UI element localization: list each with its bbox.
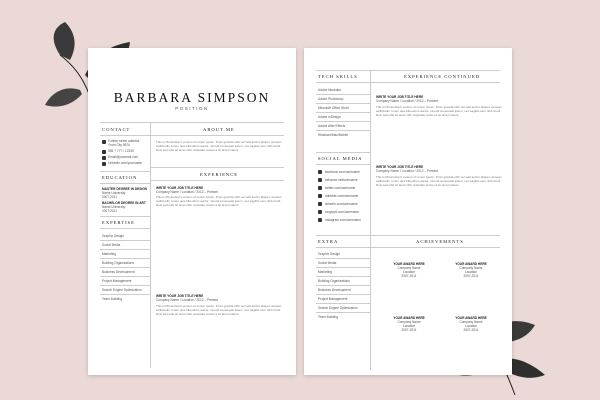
- divider: [100, 228, 150, 229]
- divider: [316, 130, 370, 131]
- award-company: Company Name: [459, 320, 483, 324]
- divider: [316, 164, 370, 165]
- resume-page-1: [88, 48, 296, 375]
- tech-skill: Adobe After Effects: [318, 124, 346, 128]
- job-title: WRITE YOUR JOB TITLE HERE: [376, 95, 424, 99]
- education-degree: BACHELOR DEGREE IN ART: [102, 201, 146, 205]
- column-divider: [150, 122, 151, 368]
- divider: [316, 247, 500, 248]
- phone-icon: [102, 150, 106, 154]
- facebook-icon: [318, 170, 322, 174]
- expertise-item: Search Engine Optimization: [102, 288, 142, 292]
- resume-page-2: [304, 48, 512, 375]
- expertise-item: Team Building: [102, 297, 123, 301]
- social-media-heading: SOCIAL MEDIA: [318, 156, 363, 161]
- dribbble-icon: [318, 194, 322, 198]
- extra-item: Search Engine Optimization: [318, 306, 358, 310]
- divider: [316, 235, 500, 236]
- contact-email: Email@yourmail.com: [108, 155, 139, 159]
- instagram-icon: [318, 218, 322, 222]
- job-title: WRITE YOUR JOB TITLE HERE: [376, 165, 424, 169]
- location-icon: [102, 140, 106, 144]
- tech-skill: Adobe Photoshop: [318, 97, 344, 101]
- extra-heading: EXTRA: [318, 239, 339, 244]
- award-company: Company Name: [459, 266, 483, 270]
- expertise-item: Marketing: [102, 252, 116, 256]
- education-years: 2007-2011: [102, 195, 118, 199]
- award-title: YOUR AWARD HERE: [393, 316, 425, 320]
- extra-item: Project Management: [318, 297, 348, 301]
- award-location: Location: [402, 270, 416, 274]
- divider: [100, 122, 284, 123]
- experience-continued-heading: EXPERIENCE CONTINUED: [404, 74, 481, 79]
- divider: [100, 276, 150, 277]
- divider: [316, 294, 370, 295]
- social-link: dribbble.com/username: [325, 194, 359, 198]
- expertise-item: Building Organizations: [102, 261, 134, 265]
- about-text: This is Photoshop's version of Lorem Ipsum. Proin gravida nibh vel velit auctor aliquet. Aenean sollicitudin, lorem quis bibendum auctor, nisi elit consequat ipsum, nec sagittis sem nibh id elit. Duis sed odio sit amet nibh vulputate cursus a sit amet mauris.: [156, 140, 282, 153]
- job-company: Company Name / Location / 2012 – Present: [156, 298, 219, 302]
- divider: [316, 312, 370, 313]
- divider: [100, 240, 150, 241]
- extra-item: Team Building: [318, 315, 339, 319]
- expertise-heading: EXPERTISE: [102, 220, 135, 225]
- divider: [316, 94, 370, 95]
- expertise-item: Business Development: [102, 270, 135, 274]
- social-link: facebook.com/username: [325, 170, 360, 174]
- divider: [316, 267, 370, 268]
- award-title: YOUR AWARD HERE: [393, 262, 425, 266]
- about-heading: ABOUT ME: [203, 127, 235, 132]
- twitter-icon: [318, 186, 322, 190]
- award-title: YOUR AWARD HERE: [455, 316, 487, 320]
- social-link: blogspot.com/username: [325, 210, 360, 214]
- job-company: Company Name / Location / 2012 – Present: [156, 190, 219, 194]
- social-link: instagram.com/username: [325, 218, 361, 222]
- social-link: linkedin.com/username: [325, 202, 358, 206]
- job-company: Company Name / Location / 2012 – Present: [376, 169, 439, 173]
- award-years: 2007-2011: [401, 328, 417, 332]
- expertise-item: Graphic Design: [102, 234, 124, 238]
- contact-address: Further street address: [108, 139, 140, 143]
- education-heading: EDUCATION: [102, 175, 138, 180]
- job-description: This is Photoshop's version of Lorem Ipsum. Proin gravida nibh vel velit auctor aliquet. Aenean sollicitudin, lorem quis bibendum auctor, nisi elit consequat ipsum, nec sagittis sem nibh id elit. Duis sed odio sit amet nibh vulputate cursus a sit amet mauris.: [156, 304, 282, 317]
- extra-item: Social Media: [318, 261, 337, 265]
- tech-skill: Adobe Illustrator: [318, 88, 342, 92]
- award-location: Location: [464, 324, 478, 328]
- linkedin-icon: [318, 202, 322, 206]
- divider: [316, 285, 370, 286]
- divider: [150, 180, 284, 181]
- divider: [316, 121, 370, 122]
- job-title: WRITE YOUR JOB TITLE HERE: [156, 186, 204, 190]
- extra-item: Business Development: [318, 288, 351, 292]
- education-school: Name University: [102, 191, 126, 195]
- divider: [100, 267, 150, 268]
- divider: [100, 294, 150, 295]
- divider: [100, 171, 150, 172]
- divider: [316, 112, 370, 113]
- tech-skill: Windows/Mac/Mobile: [318, 133, 349, 137]
- divider: [100, 258, 150, 259]
- tech-skill: Adobe InDesign: [318, 115, 341, 119]
- divider: [316, 103, 370, 104]
- award-title: YOUR AWARD HERE: [455, 262, 487, 266]
- tech-skill: Microsoft Office Word: [318, 106, 349, 110]
- social-link: behance.net/username: [325, 178, 358, 182]
- divider: [316, 152, 370, 153]
- education-years: 2007-2011: [102, 209, 118, 213]
- job-description: This is Photoshop's version of Lorem Ipsum. Proin gravida nibh vel velit auctor aliquet. Aenean sollicitudin, lorem quis bibendum auctor, nisi elit consequat ipsum, nec sagittis sem nibh id elit. Duis sed odio sit amet nibh vulputate cursus a sit amet mauris.: [376, 175, 502, 188]
- contact-linkedin: LinkedIn.com/yourname: [108, 161, 143, 165]
- divider: [100, 135, 284, 136]
- divider: [100, 285, 150, 286]
- job-company: Company Name / Location / 2012 – Present: [376, 99, 439, 103]
- divider: [316, 276, 370, 277]
- contact-heading: CONTACT: [102, 127, 131, 132]
- contact-phone: 555 + 777 / 12345: [108, 149, 134, 153]
- job-title: WRITE YOUR JOB TITLE HERE: [156, 294, 204, 298]
- award-company: Company Name: [397, 266, 421, 270]
- award-company: Company Name: [397, 320, 421, 324]
- email-icon: [102, 156, 106, 160]
- tech-skills-heading: TECH SKILLS: [318, 74, 358, 79]
- linkedin-icon: [102, 162, 106, 166]
- resume-name: BARBARA SIMPSON: [113, 90, 271, 105]
- resume-position: POSITION: [175, 106, 209, 111]
- column-divider: [370, 70, 371, 370]
- experience-heading: EXPERIENCE: [200, 172, 239, 177]
- education-degree: MASTER DEGREE IN DESIGN: [102, 187, 147, 191]
- divider: [150, 167, 284, 168]
- extra-item: Graphic Design: [318, 252, 340, 256]
- divider: [316, 258, 370, 259]
- behance-icon: [318, 178, 322, 182]
- blogger-icon: [318, 210, 322, 214]
- job-description: This is Photoshop's version of Lorem Ipsum. Proin gravida nibh vel velit auctor aliquet. Aenean sollicitudin, lorem quis bibendum auctor, nisi elit consequat ipsum, nec sagittis sem nibh id elit. Duis sed odio sit amet nibh vulputate cursus a sit amet mauris.: [156, 195, 282, 208]
- social-link: twitter.com/username: [325, 186, 356, 190]
- expertise-item: Social Media: [102, 243, 121, 247]
- expertise-item: Project Management: [102, 279, 132, 283]
- award-location: Location: [402, 324, 416, 328]
- education-school: Name University: [102, 205, 126, 209]
- award-years: 2007-2011: [401, 274, 417, 278]
- extra-item: Marketing: [318, 270, 332, 274]
- divider: [316, 303, 370, 304]
- job-description: This is Photoshop's version of Lorem Ipsum. Proin gravida nibh vel velit auctor aliquet. Aenean sollicitudin, lorem quis bibendum auctor, nisi elit consequat ipsum, nec sagittis sem nibh id elit. Duis sed odio sit amet nibh vulputate cursus a sit amet mauris.: [376, 105, 502, 118]
- divider: [316, 70, 500, 71]
- divider: [100, 216, 150, 217]
- award-years: 2007-2011: [463, 328, 479, 332]
- divider: [100, 249, 150, 250]
- extra-item: Building Organizations: [318, 279, 350, 283]
- award-location: Location: [464, 270, 478, 274]
- divider: [316, 82, 500, 83]
- achievements-heading: ACHIEVEMENTS: [416, 239, 464, 244]
- divider: [100, 183, 150, 184]
- contact-city: Yrom City 9876: [108, 143, 130, 147]
- award-years: 2007-2011: [463, 274, 479, 278]
